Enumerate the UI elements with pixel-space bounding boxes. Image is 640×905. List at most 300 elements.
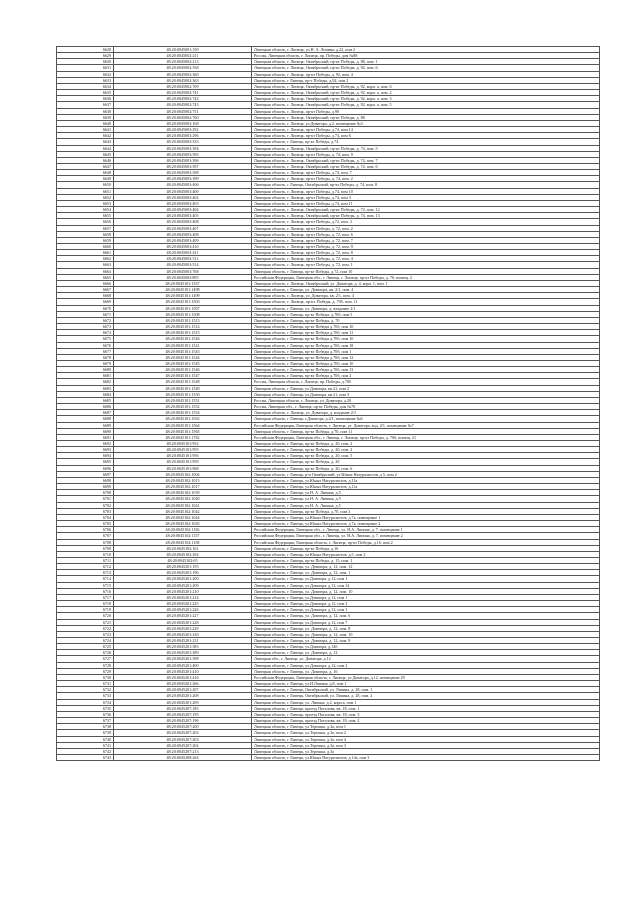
row-number: 6651 [57, 188, 114, 194]
address: Липецкая область, г. Липецк, пр-кт Победы, д.74, пом 6 [252, 133, 600, 139]
cadastral-number: 48:20:0045201:195 [114, 564, 252, 570]
row-number: 6686 [57, 404, 114, 410]
row-number: 6701 [57, 496, 114, 502]
address: Липецкая область, г Липецк, ул.Юных Натуралистов, д.7а, помещение 1 [252, 514, 600, 520]
address: Российская Федерация, Липецкая обл., г. Липецк, ул. Н.А. Липина, д. 7, помещение 2 [252, 533, 600, 539]
table-row [57, 754, 600, 760]
cadastral-number: 48:20:0045102:294 [114, 551, 252, 557]
row-number: 6630 [57, 59, 114, 65]
address: Липецкая область, г. Липецк, Октябрьский, пр-кт Победы, д. 88 [252, 114, 600, 120]
row-number: 6633 [57, 77, 114, 83]
row-number: 6739 [57, 730, 114, 736]
row-number: 6666 [57, 280, 114, 286]
cadastral-number: 48:20:0045102:161 [114, 545, 252, 551]
cadastral-number: 48:20:0045002:741 [114, 90, 252, 96]
address: Липецкая область, г Липецк, ул.Доватора, кв.21, пом 2 [252, 385, 600, 391]
cadastral-number: 48:20:0045003:404 [114, 207, 252, 213]
cadastral-number: 48:20:0045201:398 [114, 656, 252, 662]
row-number: 6677 [57, 348, 114, 354]
cadastral-number: 48:20:0045003:296 [114, 133, 252, 139]
cadastral-number: 48:20:0045101:1548 [114, 379, 252, 385]
row-number: 6725 [57, 644, 114, 650]
cadastral-number: 48:20:0045101:1564 [114, 422, 252, 428]
address: Липецкая область, г. Липецк, Октябрьский, пр-кт Победы, д. 92, корп. а, пом. 3 [252, 96, 600, 102]
address: Липецкая область, г. Липецк, ул.Н. А. Липина, д.22, пом 2 [252, 47, 600, 53]
row-number: 6628 [57, 47, 114, 53]
cadastral-number: 48:20:0045201:210 [114, 588, 252, 594]
cadastral-number: 48:20:0045101:956 [114, 453, 252, 459]
cadastral-number: 48:20:0045102:1042 [114, 508, 252, 514]
address: Липецкая область, г Липецк, ул.Доватора, кв.21, пом 3 [252, 391, 600, 397]
cadastral-number: 48:20:0045201:208 [114, 693, 252, 699]
cadastral-number: 48:20:0045101:1547 [114, 373, 252, 379]
row-number: 6668 [57, 293, 114, 299]
cadastral-number: 48:20:0045003:333 [114, 139, 252, 145]
cadastral-number: 48:20:0045201:225 [114, 601, 252, 607]
address: Липецкая область, г Липецк, ул. Доватора, д. 12, пом. 1 [252, 570, 600, 576]
address: Липецкая область, г Липецк, ул.Юных Натуралистов, д.5, пом 2 [252, 551, 600, 557]
address: Россия, Липецкая область, г. Липецк, ул. Доватора, д.20 [252, 397, 600, 403]
row-number: 6636 [57, 96, 114, 102]
address: Липецкая область, г. Липецк, Октябрьский, пр-кт Победы, д. 74, пом. 5 [252, 145, 600, 151]
row-number: 6681 [57, 373, 114, 379]
row-number: 6656 [57, 219, 114, 225]
cadastral-number: 48:20:0045002:751 [114, 108, 252, 114]
address: Липецкая область, г Липецк, ул.Юных Натуралистов, д.11а [252, 484, 600, 490]
row-number: 6710 [57, 551, 114, 557]
row-number: 6702 [57, 502, 114, 508]
address: Липецкая область, г Липецк, пр-кт Победы, д. 20, пом. 2 [252, 441, 600, 447]
address: Липецкая область, г Липецк, пр-кт Победы д.70б, пом 10 [252, 336, 600, 342]
address: Липецкая область, г Липецк, пр-кт Победы д.70б, пом 12 [252, 354, 600, 360]
address: Липецкая область, г Липецк, ул. Доватора, д. 12 [252, 650, 600, 656]
row-number: 6645 [57, 151, 114, 157]
row-number: 6676 [57, 342, 114, 348]
cadastral-number: 48:20:0045201:230 [114, 631, 252, 637]
address: Липецкая область, г Липецк, пр-т Победы, д.92, пом 2 [252, 77, 600, 83]
address: Липецкая область, г Липецк, Октябрьский, ул. Липина, д. 28, пом. 2 [252, 693, 600, 699]
address: Липецкая область, г Липецк, ул.Н. А. Липина, д.5 [252, 496, 600, 502]
row-number: 6721 [57, 619, 114, 625]
cadastral-number: 48:20:0045207:195 [114, 711, 252, 717]
row-number: 6712 [57, 564, 114, 570]
cadastral-number: 48:20:0045101:1503 [114, 299, 252, 305]
row-number: 6698 [57, 477, 114, 483]
row-number: 6670 [57, 305, 114, 311]
cadastral-number: 48:20:0045102:1040 [114, 496, 252, 502]
cadastral-number: 48:20:0045002:358 [114, 65, 252, 71]
cadastral-number: 48:20:0045003:399 [114, 176, 252, 182]
address: Липецкая область, г. Липецк, Октябрьский, пр-кт Победы, д. 74, пом. 7 [252, 157, 600, 163]
address: Россия, Липецкая область, г. Липецк, пр. Победы, дом №88 [252, 53, 600, 59]
row-number: 6631 [57, 65, 114, 71]
row-number: 6659 [57, 237, 114, 243]
address: Липецкая область, г Липецк, пр-кт Победы, д.72, пом 10 [252, 268, 600, 274]
row-number: 6700 [57, 490, 114, 496]
row-number: 6716 [57, 588, 114, 594]
row-number: 6682 [57, 379, 114, 385]
row-number: 6653 [57, 200, 114, 206]
row-number: 6663 [57, 262, 114, 268]
cadastral-number: 48:20:0045003:405 [114, 213, 252, 219]
row-number: 6726 [57, 650, 114, 656]
address: Липецкая область, г. Липецк, ул. Доватора, д. владение 2/1 [252, 410, 600, 416]
address: Липецкая область, г Липецк, пр-кт Победы д.70б, пом 1 [252, 348, 600, 354]
cadastral-number: 48:20:0045002:760 [114, 114, 252, 120]
address: Российская Федерация, Липецкая область, г. Липецк, ул. Доватора, влд. 2/1, помещение №7 [252, 422, 600, 428]
cadastral-number: 48:20:0045201:200 [114, 576, 252, 582]
address: Россия, Липецкая область, г. Липецк, пр. Победы, д.70б [252, 379, 600, 385]
row-number: 6669 [57, 299, 114, 305]
address: Липецкая область, г Липецк, ул.Н. А. Липина, д.5 [252, 502, 600, 508]
row-number: 6662 [57, 256, 114, 262]
address: Липецкая область, г Липецк, ул. Доватора, д. 12, пом. 10 [252, 631, 600, 637]
address: Липецкая область, г. Липецк, пр-кт Победы, д. 92, пом. 4 [252, 71, 600, 77]
cadastral-number: 48:20:0045101:1498 [114, 287, 252, 293]
row-number: 6664 [57, 268, 114, 274]
address: Липецкая область, г. Липецк, пр-кт Победы, д. 72, пом. 4 [252, 256, 600, 262]
address: Липецкая область, г Липецк, ул.Доватора, д.12, пом 7 [252, 619, 600, 625]
address: Липецкая область, г. Липецк, пр-кт Победы, д. 72, пом. 1 [252, 262, 600, 268]
address: Липецкая область, г Липецк, пр-кт Победы, д.70, пом 3 [252, 508, 600, 514]
address: Российская Федерация, Липецкая обл., г. Липецк, г. Липецк, пр-кт Победы, д. 76, помещ. 2 [252, 274, 600, 280]
row-number: 6693 [57, 447, 114, 453]
row-number: 6650 [57, 182, 114, 188]
address: Липецкая область, г Липецк, ул.Терешка, д.3а, пом 3 [252, 742, 600, 748]
address: Липецкая обл., г. Липецк, ул. Доватора, д.12 [252, 656, 600, 662]
cadastral-number: 48:20:0045201:227 [114, 613, 252, 619]
cadastral-number: 48:20:0045101:1515 [114, 330, 252, 336]
row-number: 6732 [57, 687, 114, 693]
address: Российская Федерация, Липецкая область, г. Липецк, пр-кт Победы, д.16, пом 2 [252, 539, 600, 545]
cadastral-number: 48:20:0045003:394 [114, 145, 252, 151]
cadastral-number: 48:20:0045003:396 [114, 157, 252, 163]
cadastral-number: 48:20:0045101:1337 [114, 280, 252, 286]
address: Российская Федерация, Липецкая область, г. Липецк, ул.Доватора, д.12, помещение 29 [252, 674, 600, 680]
address: Липецкая область, г Липецк, пр-кт Победы, д. 15, пом. 1 [252, 557, 600, 563]
address: Липецкая область, г. Липецк, пр-кт Победы, д. 72, пом. 9 [252, 244, 600, 250]
address: Липецкая область, г. Липецк, пр-кт. Победы, д. 70б, пом. 11 [252, 299, 600, 305]
cadastral-number: 48:20:0045207:200 [114, 724, 252, 730]
cadastral-number: 48:20:0045102:1039 [114, 490, 252, 496]
row-number: 6742 [57, 748, 114, 754]
row-number: 6695 [57, 459, 114, 465]
cadastral-number: 48:20:0045003:403 [114, 200, 252, 206]
address: Липецкая область, г. Липецк, пр-кт Победы, д.74, пом 10 [252, 188, 600, 194]
row-number: 6713 [57, 570, 114, 576]
cadastral-number: 48:20:0045101:1513 [114, 317, 252, 323]
cadastral-number: 48:20:0045101:1499 [114, 293, 252, 299]
row-number: 6642 [57, 133, 114, 139]
row-number: 6678 [57, 354, 114, 360]
cadastral-number: 48:20:0045201:416 [114, 674, 252, 680]
row-number: 6703 [57, 508, 114, 514]
row-number: 6646 [57, 157, 114, 163]
cadastral-number: 48:20:0045201:231 [114, 638, 252, 644]
address: Липецкая область, г Липецк, ул. Липина, д.2, корп.а, пом 1 [252, 699, 600, 705]
registry-table-body [57, 47, 600, 761]
cadastral-number: 48:20:0045002:360 [114, 71, 252, 77]
address: Липецкая область, г Липецк, ул. Доватора, д. 12, пом. 6 [252, 613, 600, 619]
cadastral-number: 48:20:0045201:209 [114, 582, 252, 588]
address: Липецкая область, г Липецк, пр-кт Победы д.70б, пом 10 [252, 360, 600, 366]
row-number: 6674 [57, 330, 114, 336]
address: Российская Федерация, Липецкая обл., г. Липецк, ул. Н.А. Липина, д. 7, помещение 1 [252, 527, 600, 533]
cadastral-number: 48:20:0045101:1550 [114, 391, 252, 397]
cadastral-number: 48:20:0045102:1044 [114, 514, 252, 520]
row-number: 6730 [57, 674, 114, 680]
row-number: 6640 [57, 120, 114, 126]
cadastral-number: 48:20:0045201:209 [114, 699, 252, 705]
registry-table [56, 46, 600, 761]
address: Липецкая область, г Липецк, проезд Поталова, кв. 18, пом. 2 [252, 718, 600, 724]
cadastral-number: 48:20:0045003:511 [114, 256, 252, 262]
cadastral-number: 48:20:0045101:1782 [114, 434, 252, 440]
address: Липецкая область, г Липецк, ул. Доватора, д. владение 2/1 [252, 305, 600, 311]
address: Липецкая область, г. Липецк, Октябрьский, пр-кт Победы, д. 74, пом. 6 [252, 163, 600, 169]
address: Липецкая область, г Липецк, пр-кт Победы, д. 70 [252, 317, 600, 323]
row-number: 6688 [57, 416, 114, 422]
row-number: 6715 [57, 582, 114, 588]
row-number: 6657 [57, 225, 114, 231]
row-number: 6722 [57, 625, 114, 631]
row-number: 6652 [57, 194, 114, 200]
address: Липецкая область, г Липецк, ул.Терешка, д.3а, пом 2 [252, 730, 600, 736]
address: Липецкая область, г Липецк, ул.Доватора, д.12, пом 14 [252, 582, 600, 588]
address: Липецкая область, г Липецк, ул.Терешка, д.3а, пом 4 [252, 736, 600, 742]
cadastral-number: 48:20:0045102:1041 [114, 502, 252, 508]
cadastral-number: 48:20:0045102:1156 [114, 527, 252, 533]
row-number: 6697 [57, 471, 114, 477]
address: Липецкая область, г Липецк, ул. Доватора, д. 12, пом. 8 [252, 625, 600, 631]
address: Липецкая область, г Липецк, проезд Поталова, кв. 18, пом. 1 [252, 705, 600, 711]
row-number: 6728 [57, 662, 114, 668]
row-number: 6717 [57, 594, 114, 600]
cadastral-number: 48:20:0045102:65 [114, 557, 252, 563]
row-number: 6743 [57, 754, 114, 760]
address: Липецкая область, г Липецк, ул.Юных Натуралистов, д.14а, пом 3 [252, 754, 600, 760]
row-number: 6655 [57, 213, 114, 219]
row-number: 6634 [57, 83, 114, 89]
address: Липецкая область, г. Липецк, пр-кт Победы, д. 74, пом. 9 [252, 151, 600, 157]
address: Липецкая область, г. Липецк, Октябрьский, пр-кт Победы, д. 92, корп. а, пом. 5 [252, 102, 600, 108]
address: Липецкая область, г. Липецк, Октябрьский, ул. Доватора, д. 4, корп. 1, пом. 1 [252, 280, 600, 286]
cadastral-number: 48:20:0045201:226 [114, 607, 252, 613]
row-number: 6675 [57, 336, 114, 342]
cadastral-number: 48:20:0045101:1565 [114, 428, 252, 434]
cadastral-number: 48:20:0045003:895 [114, 274, 252, 280]
address: Липецкая область, г Липецк, ул.Доватора, д.12, пом 1 [252, 607, 600, 613]
address: Липецкая область, г Липецк, р-н Октябрьский, ул Юных Натуралистов, д 5, пом 2 [252, 471, 600, 477]
address: Липецкая область, г Липецк, Октябрьский, пр-кт Победы, д. 74, пом. 8 [252, 182, 600, 188]
cadastral-number: 48:20:0045003:514 [114, 262, 252, 268]
cadastral-number: 48:20:0045201:214 [114, 594, 252, 600]
cadastral-number: 48:20:0045207:196 [114, 718, 252, 724]
address: Липецкая область, г. Липецк, Октябрьский, пр-кт Победы, д. 74, пом. 13 [252, 213, 600, 219]
address: Липецкая область, г Липецк, пр-кт Победы, д.74 [252, 139, 600, 145]
cadastral-number: 48:20:0045003:402 [114, 194, 252, 200]
row-number: 6708 [57, 539, 114, 545]
cadastral-number: 48:20:0045207:202 [114, 730, 252, 736]
address: Липецкая область, г Липецк, пр-кт Победы д.70б, пом 2 [252, 373, 600, 379]
address: Липецкая область, г Липецк, ул.Доватора, д.12, пом 2 [252, 662, 600, 668]
row-number: 6635 [57, 90, 114, 96]
cadastral-number: 48:20:0045003:398 [114, 170, 252, 176]
row-number: 6684 [57, 391, 114, 397]
cadastral-number: 48:20:0045002:709 [114, 83, 252, 89]
address: Липецкая область, г. Липецк, Октябрьский, пр-кт Победы, д. 74, пом. 12 [252, 207, 600, 213]
address: Липецкая область, г Липецк, ул. Доватора, д. 12, пом. 9 [252, 638, 600, 644]
address: Липецкая область, г Липецк, пр-кт Победы д.70б, пом 11 [252, 330, 600, 336]
address: Российская Федерация, Липецкая обл., г. Липецк, г. Липецк, пр-кт Победы, д. 70б, помещ. 21 [252, 434, 600, 440]
row-number: 6654 [57, 207, 114, 213]
address: Липецкая область, г. Липецк, пр-кт Победы, д.74, пом 11 [252, 200, 600, 206]
cadastral-number: 48:20:0045201:266 [114, 681, 252, 687]
row-number: 6644 [57, 145, 114, 151]
address: Липецкая область, г Липецк, пр-кт Победы д.70б, пом 10 [252, 324, 600, 330]
cadastral-number: 48:20:0045201:389 [114, 650, 252, 656]
cadastral-number: 48:20:0045101:1549 [114, 385, 252, 391]
row-number: 6718 [57, 601, 114, 607]
cadastral-number: 48:20:0045101:1546 [114, 367, 252, 373]
address: Липецкая область, г Липецк, ул.Доватора, д.14б [252, 644, 600, 650]
row-number: 6639 [57, 114, 114, 120]
row-number: 6647 [57, 163, 114, 169]
address: Липецкая область, г. Липецк, пр-кт Победы, д. 72, пом. 8 [252, 250, 600, 256]
cadastral-number: 48:20:0045002:211 [114, 53, 252, 59]
row-number: 6705 [57, 521, 114, 527]
address: Липецкая область, г Липецк, ул.Н. А. Липина, д.5 [252, 490, 600, 496]
row-number: 6720 [57, 613, 114, 619]
row-number: 6729 [57, 668, 114, 674]
row-number: 6704 [57, 514, 114, 520]
cadastral-number: 48:20:0045201:196 [114, 570, 252, 576]
row-number: 6629 [57, 53, 114, 59]
cadastral-number: 48:20:0045101:952 [114, 441, 252, 447]
address: Липецкая область, г. Липецк, пр-кт Победы, д.74, пом. 7 [252, 170, 600, 176]
address: Липецкая область, г. Липецк, пр-кт Победы, д.72, пом. 3 [252, 219, 600, 225]
row-number: 6736 [57, 711, 114, 717]
address: Липецкая область, г Липецк, ул.Н.Липина, д.8, пом 1 [252, 681, 600, 687]
row-number: 6649 [57, 176, 114, 182]
row-number: 6658 [57, 231, 114, 237]
row-number: 6711 [57, 557, 114, 563]
address: Липецкая область, г Липецк, пр-кт Победы, д.70б, пом 5 [252, 311, 600, 317]
row-number: 6687 [57, 410, 114, 416]
address: Липецкая область, г Липецк, ул.Доватора, д.12, пом 2 [252, 601, 600, 607]
cadastral-number: 48:20:0045003:395 [114, 151, 252, 157]
address: Липецкая область, г Липецк, пр-кт Победы, д.16 [252, 545, 600, 551]
row-number: 6637 [57, 102, 114, 108]
address: Липецкая область, г Липецк, ул.Доватора, д.12, пом 1 [252, 594, 600, 600]
address: Липецкая область, г Липецк, пр-кт Победы д.70б, пом 18 [252, 342, 600, 348]
cadastral-number: 48:20:0045207:203 [114, 736, 252, 742]
row-number: 6724 [57, 638, 114, 644]
address: Липецкая область, г. Липецк, пр-кт Победы, д.90 [252, 108, 600, 114]
row-number: 6707 [57, 533, 114, 539]
cadastral-number: 48:20:0045102:1158 [114, 539, 252, 545]
row-number: 6692 [57, 441, 114, 447]
cadastral-number: 48:20:0045101:1526 [114, 336, 252, 342]
address: Липецкая область, г Липецк, ул. Доватора, д. 12, пом. 12 [252, 564, 600, 570]
row-number: 6723 [57, 631, 114, 637]
address: Липецкая область, г. Липецк, пр-кт Победы, д.74, пом 3 [252, 194, 600, 200]
cadastral-number: 48:20:0045201:207 [114, 687, 252, 693]
cadastral-number: 48:20:0045101:968 [114, 465, 252, 471]
row-number: 6632 [57, 71, 114, 77]
cadastral-number: 48:20:0045101:1554 [114, 410, 252, 416]
cadastral-number: 48:20:0045002:743 [114, 102, 252, 108]
cadastral-number: 48:20:0045002:213 [114, 59, 252, 65]
address: Липецкая область, г Липецк, ул.Терешка, д.3а, пом 1 [252, 724, 600, 730]
address: Липецкая область, г Липецк, ул. Доватора, д. 12, пом. 10 [252, 588, 600, 594]
row-number: 6734 [57, 699, 114, 705]
row-number: 6679 [57, 360, 114, 366]
row-number: 6689 [57, 422, 114, 428]
address: Липецкая область, г. Липецк, ул.Доватора, д.2, помещение №3 [252, 120, 600, 126]
row-number: 6699 [57, 484, 114, 490]
row-number: 6683 [57, 385, 114, 391]
row-number: 6738 [57, 724, 114, 730]
address: Липецкая область, г. Липецк, пр-кт Победы, д. 72, пом. 6 [252, 231, 600, 237]
row-number: 6694 [57, 453, 114, 459]
cadastral-number: 48:20:0045207:185 [114, 705, 252, 711]
row-number: 6661 [57, 250, 114, 256]
cadastral-number: 48:20:0045101:1551 [114, 397, 252, 403]
address: Липецкая область, г. Липецк, пр-кт Победы, д. 74, пом. 2 [252, 176, 600, 182]
cadastral-number: 48:20:0045003:411 [114, 250, 252, 256]
address: Россия, Липецкая обл., г. Липецк, пр-кт Победы, дом №70 [252, 404, 600, 410]
address: Липецкая область, г Липецк, пр-кт Победы, д.70, пом 11 [252, 428, 600, 434]
cadastral-number: 48:20:0045002:742 [114, 96, 252, 102]
cadastral-number: 48:20:0045102:1015 [114, 477, 252, 483]
cadastral-number: 48:20:0045003:768 [114, 268, 252, 274]
cadastral-number: 48:20:0045208:264 [114, 754, 252, 760]
cadastral-number: 48:20:0045102:1157 [114, 533, 252, 539]
address: Липецкая область, г. Липецк, Октябрьский, пр-кт Победы, д. 92, корп. а, пом. 6 [252, 83, 600, 89]
row-number: 6660 [57, 244, 114, 250]
row-number: 6731 [57, 681, 114, 687]
row-number: 6648 [57, 170, 114, 176]
cadastral-number: 48:20:0045101:1545 [114, 360, 252, 366]
row-number: 6685 [57, 397, 114, 403]
cadastral-number: 48:20:0045002:363 [114, 77, 252, 83]
cadastral-number: 48:20:0045101:1507 [114, 305, 252, 311]
cadastral-number: 48:20:0045101:1508 [114, 311, 252, 317]
address: Липецкая область, г Липецк, ул.Юных Натуралистов, д.11а [252, 477, 600, 483]
address: Липецкая область, г. Липецк, пр-кт Победы, д. 72, пом. 7 [252, 237, 600, 243]
address: Липецкая область, г Липецк, г.Доватора, д.2/1, помещение №6 [252, 416, 600, 422]
address: Липецкая область, г Липецк, ул.Юных Натуралистов, д.7а, помещение 2 [252, 521, 600, 527]
cadastral-number: 48:20:0045003:408 [114, 231, 252, 237]
cadastral-number: 48:20:0045101:955 [114, 447, 252, 453]
address: Липецкая область, г Липецк, пр-кт Победы д.70б, пом 13 [252, 367, 600, 373]
cadastral-number: 48:20:0045102:1004 [114, 471, 252, 477]
address: Липецкая область, г Липецк, Октябрьский, ул. Липина, д. 28, пом. 1 [252, 687, 600, 693]
cadastral-number: 48:20:0045101:1563 [114, 416, 252, 422]
cadastral-number: 48:20:0045003:406 [114, 182, 252, 188]
cadastral-number: 48:20:0045101:1514 [114, 324, 252, 330]
cadastral-number: 48:20:0045101:1541 [114, 342, 252, 348]
address: Липецкая область, г Липецк, пр-кт Победы, д. 20, пом. 6 [252, 465, 600, 471]
row-number: 6706 [57, 527, 114, 533]
cadastral-number: 48:20:0045207:204 [114, 742, 252, 748]
row-number: 6643 [57, 139, 114, 145]
cadastral-number: 48:20:0045003:408 [114, 219, 252, 225]
row-number: 6665 [57, 274, 114, 280]
row-number: 6740 [57, 736, 114, 742]
address: Липецкая область, г. Липецк, Октябрьский, пр-кт Победы, д. 88, пом. 1 [252, 59, 600, 65]
